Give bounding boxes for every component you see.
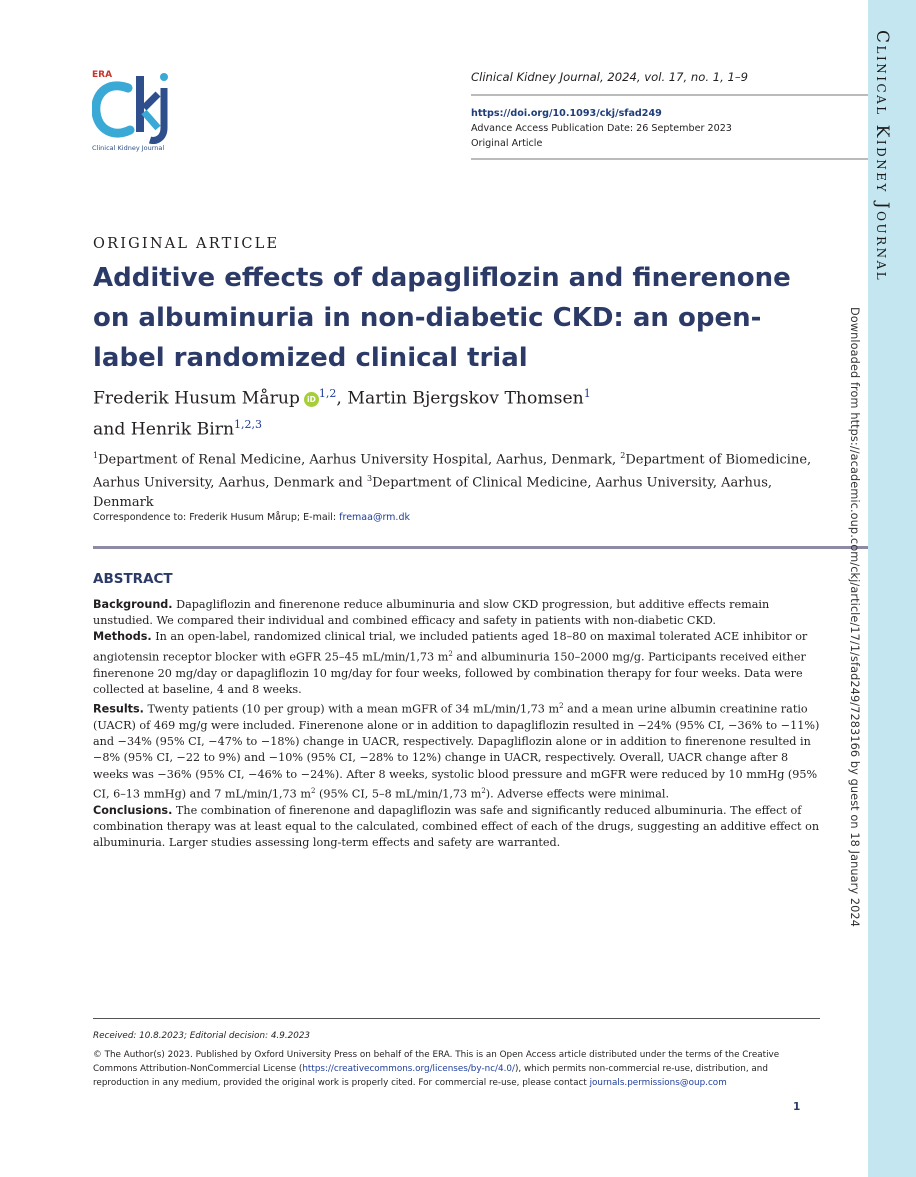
journal-sidebar xyxy=(868,0,916,1177)
header-rule-bottom xyxy=(471,158,868,160)
citation-volume: , 2024, vol. 17, no. 1, 1–9 xyxy=(600,70,749,84)
superscript: 2 xyxy=(448,649,453,658)
abstract-text: ). Adverse effects were minimal. xyxy=(485,787,670,801)
affil-text: Department of Renal Medicine, Aarhus University Hospital, Aarhus, Denmark, xyxy=(98,452,621,468)
author-name: and Henrik Birn xyxy=(93,419,235,440)
license-link[interactable]: https://creativecommons.org/licenses/by-nc/4.0/ xyxy=(302,1064,515,1074)
correspondence-label: Correspondence to: Frederik Husum Mårup; E-mail: xyxy=(93,512,340,523)
affiliations xyxy=(93,446,823,512)
affil-sup: 1 xyxy=(93,451,99,460)
era-logo-text: ERA xyxy=(92,70,113,80)
footer-rule xyxy=(93,1018,820,1019)
article-type: ORIGINAL ARTICLE xyxy=(93,236,280,252)
orcid-icon[interactable]: iD xyxy=(304,392,319,407)
abstract-conclusions xyxy=(93,803,821,852)
permissions-email[interactable]: journals.permissions@oup.com xyxy=(589,1078,727,1088)
journal-header xyxy=(471,70,868,160)
author-affil-sup[interactable]: 1,2 xyxy=(318,387,337,400)
logo-subtitle: Clinical Kidney Journal xyxy=(92,144,165,152)
abstract-text: and a mean urine albumin creatinine ratio (UACR) of 469 mg/g were included. Finerenone alone or in addition to dapagliflozin resulted in −24% (95% CI, −36% to −11%) and −34% (95% CI, −47% to −18%) change in UACR, respectively. Dapagliflozin alone or in addition to finerenone resulted in −8% (95% CI, −22 to 9%) and −10% (95% CI, −28% to 12%) change in UACR, respectively. Overall, UACR change after 8 weeks was −36% (95% CI, −46% to −24%). After 8 weeks, systolic blood pressure and mGFR were reduced by 10 mmHg (95% CI, 6–13 mmHg) and 7 mL/min/1,73 m xyxy=(93,702,820,801)
affil-text: Department of Biomedicine, Aarhus University, Aarhus, Denmark and xyxy=(93,452,812,491)
journal-name: Clinical Kidney Journal xyxy=(471,70,601,84)
superscript: 2 xyxy=(481,786,486,795)
abstract-body xyxy=(93,597,821,851)
journal-logo xyxy=(92,68,174,154)
license-part: © The Author(s) 2023. Published by Oxford University Press on behalf of the ERA. This is an Open Access article distributed under the terms of the Creative Commons Attribution-NonCommercial License ( xyxy=(93,1050,780,1074)
author-name: , Martin Bjergskov Thomsen xyxy=(336,388,584,409)
correspondence xyxy=(93,512,410,523)
author-affil-sup[interactable]: 1,2,3 xyxy=(234,417,263,431)
abstract-text: The combination of finerenone and dapagliflozin was safe and significantly reduced albuminuria. The effect of combination therapy was at least equal to the calculated, combined effect of each of the drugs, suggesting an additive effect on albuminuria. Larger studies assessing long-term effects and safety are warranted. xyxy=(93,803,820,850)
abstract-label: Methods. xyxy=(93,630,152,644)
abstract-text: (95% CI, 5–8 mL/min/1,73 m xyxy=(315,787,482,801)
section-divider xyxy=(93,546,868,549)
abstract-text: and albuminuria 150–2000 mg/g. Participants received either finerenone 20 mg/day or dapagliflozin 10 mg/day for four weeks, followed by combination therapy for four weeks. Data were collected at baseline, 4 and 8 weeks. xyxy=(93,650,806,696)
abstract-background xyxy=(93,597,821,629)
author-list xyxy=(93,381,793,442)
page-number: 1 xyxy=(793,1101,801,1113)
superscript: 2 xyxy=(559,701,564,710)
affil-sup: 3 xyxy=(366,474,373,484)
affil-sup: 2 xyxy=(620,451,626,460)
abstract-results xyxy=(93,698,821,803)
license-text xyxy=(93,1048,823,1090)
abstract-methods xyxy=(93,629,821,698)
superscript: 2 xyxy=(310,786,316,795)
affil-text: Department of Clinical Medicine, Aarhus University, Aarhus, Denmark xyxy=(93,475,773,510)
article-title: Additive effects of dapagliflozin and finerenone on albuminuria in non-diabetic CKD: an open-label randomized clinical trial xyxy=(93,263,791,373)
abstract-label: Background. xyxy=(93,598,173,611)
license-part: ), which permits non-commercial re-use, distribution, and reproduction in any medium, provided the original work is properly cited. For commercial re-use, please contact xyxy=(93,1064,768,1088)
article-type-label: Original Article xyxy=(471,138,543,149)
download-note: Downloaded from https://academic.oup.com/ckj/article/17/1/sfad249/7283166 by guest on 18 January 2024 xyxy=(848,307,861,927)
citation-line xyxy=(471,70,868,94)
abstract-text: Dapagliflozin and finerenone reduce albuminuria and slow CKD progression, but additive effects remain unstudied. We compared their individual and combined efficacy and safety in patients with non-diabetic CKD. xyxy=(93,598,770,628)
abstract-label: Conclusions. xyxy=(93,803,173,817)
author-name: Frederik Husum Mårup xyxy=(93,388,300,409)
received-dates: Received: 10.8.2023; Editorial decision: 4.9.2023 xyxy=(93,1031,311,1041)
sidebar-journal-name: Clinical Kidney Journal xyxy=(872,30,892,283)
abstract-heading: ABSTRACT xyxy=(93,571,173,587)
correspondence-email[interactable]: fremaa@rm.dk xyxy=(339,512,410,523)
advance-access-date: Advance Access Publication Date: 26 September 2023 xyxy=(471,123,732,134)
abstract-text: In an open-label, randomized clinical trial, we included patients aged 18–80 on maximal tolerated ACE inhibitor or angiotensin receptor blocker with eGFR 25–45 mL/min/1,73 m xyxy=(93,630,808,664)
doi-link[interactable]: https://doi.org/10.1093/ckj/sfad249 xyxy=(471,108,662,119)
abstract-text: Twenty patients (10 per group) with a mean mGFR of 34 mL/min/1,73 m xyxy=(147,702,560,716)
abstract-label: Results. xyxy=(93,702,144,716)
author-affil-sup[interactable]: 1 xyxy=(583,387,591,400)
article-meta xyxy=(471,96,868,158)
